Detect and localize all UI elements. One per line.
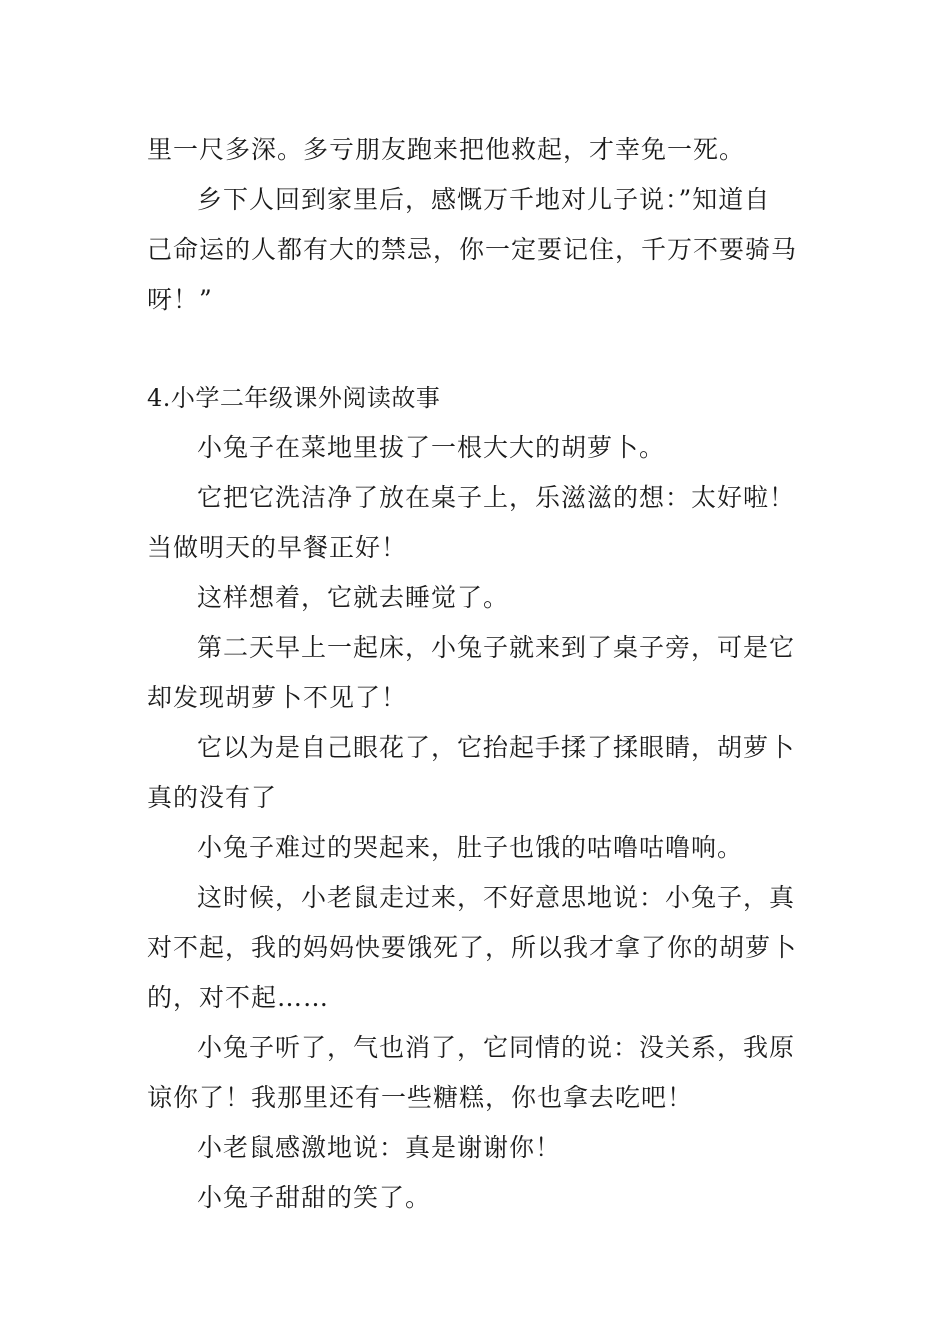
story3-text-line: 呀！” (147, 285, 213, 314)
story3-text-line: 里一尺多深。多亏朋友跑来把他救起，才幸免一死。 (147, 135, 746, 164)
paragraph-line: 它以为是自己眼花了，它抬起手揉了揉眼睛，胡萝卜 (197, 733, 796, 762)
paragraph-line: 小兔子甜甜的笑了。 (197, 1183, 432, 1212)
paragraph-line: 却发现胡萝卜不见了！ (147, 683, 408, 712)
paragraph-line: 谅你了！我那里还有一些糖糕，你也拿去吃吧！ (147, 1083, 694, 1112)
paragraph-line: 这样想着，它就去睡觉了。 (197, 583, 510, 612)
paragraph-line: 当做明天的早餐正好！ (147, 533, 408, 562)
story3-text-line: 己命运的人都有大的禁忌，你一定要记住，千万不要骑马 (147, 235, 798, 264)
story3-text-line: 乡下人回到家里后，感慨万千地对儿子说：”知道自 (197, 185, 771, 214)
paragraph-line: 小兔子难过的哭起来，肚子也饿的咕噜咕噜响。 (197, 833, 744, 862)
paragraph-line: 第二天早上一起床，小兔子就来到了桌子旁，可是它 (197, 633, 796, 662)
paragraph-line: 小兔子在菜地里拔了一根大大的胡萝卜。 (197, 433, 666, 462)
paragraph-line: 小老鼠感激地说：真是谢谢你！ (197, 1133, 562, 1162)
section-heading: 4.小学二年级课外阅读故事 (147, 384, 441, 412)
paragraph-line: 这时候，小老鼠走过来，不好意思地说：小兔子，真 (197, 883, 796, 912)
paragraph-line: 对不起，我的妈妈快要饿死了，所以我才拿了你的胡萝卜 (147, 933, 798, 962)
paragraph-line: 的，对不起…… (147, 983, 330, 1012)
paragraph-line: 它把它洗洁净了放在桌子上，乐滋滋的想：太好啦！ (197, 483, 796, 512)
paragraph-line: 小兔子听了，气也消了，它同情的说：没关系，我原 (197, 1033, 796, 1062)
paragraph-line: 真的没有了 (147, 783, 278, 812)
